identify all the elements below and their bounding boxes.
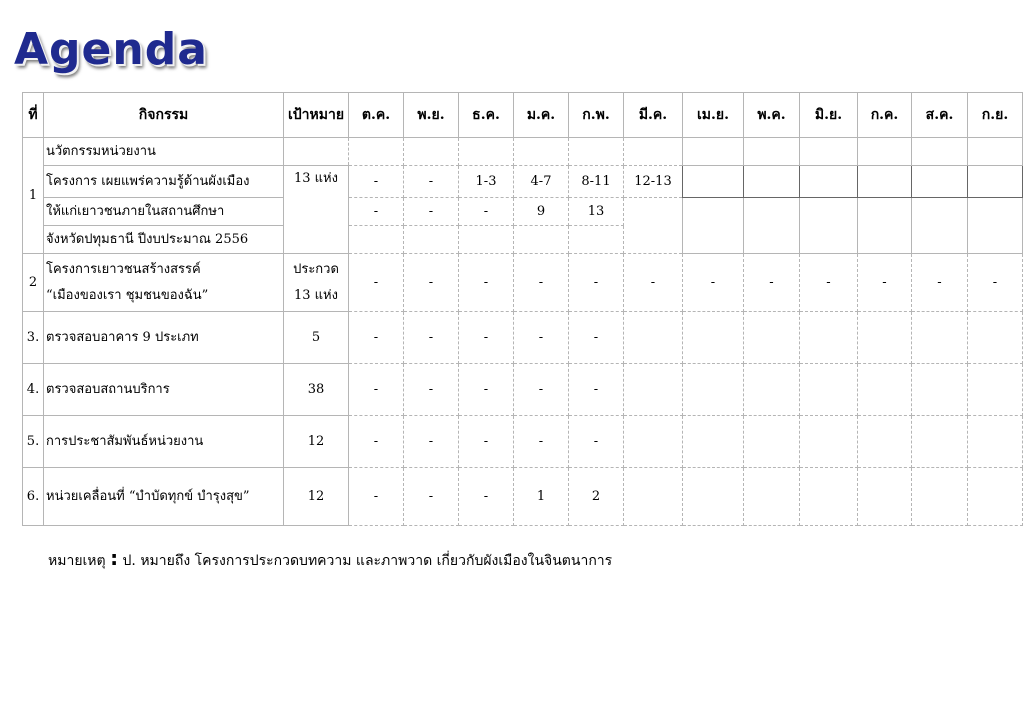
month-value: - <box>404 198 459 226</box>
row-number: 2 <box>23 254 44 312</box>
header-month: ก.พ. <box>569 93 624 138</box>
row-number: 6. <box>23 468 44 526</box>
month-value: - <box>349 416 404 468</box>
month-value: - <box>349 468 404 526</box>
month-value: - <box>459 468 514 526</box>
month-value: - <box>349 254 404 312</box>
page-title: Agenda <box>14 24 208 75</box>
activity-cell: ตรวจสอบอาคาร 9 ประเภท <box>44 312 284 364</box>
table-row <box>23 254 1023 312</box>
month-value: - <box>744 254 800 312</box>
month-value: - <box>514 312 569 364</box>
table-row <box>23 198 1023 226</box>
month-value: - <box>404 312 459 364</box>
month-value: - <box>569 254 624 312</box>
table-row <box>23 138 1023 166</box>
activity-cell: นวัตกรรมหน่วยงาน <box>44 138 284 166</box>
row-number: 1 <box>23 138 44 254</box>
target-cell: 12 <box>284 468 349 526</box>
row-number: 4. <box>23 364 44 416</box>
month-value: - <box>404 254 459 312</box>
header-month: มี.ค. <box>624 93 683 138</box>
month-value: 12-13 <box>624 166 683 198</box>
header-month: มิ.ย. <box>800 93 858 138</box>
month-value: - <box>459 364 514 416</box>
month-value: - <box>800 254 858 312</box>
activity-cell <box>44 254 284 312</box>
header-activity: กิจกรรม <box>44 93 284 138</box>
month-value: - <box>968 254 1023 312</box>
month-value: 13 <box>569 198 624 226</box>
target-cell <box>284 254 349 312</box>
month-value: - <box>514 254 569 312</box>
month-value: - <box>683 254 744 312</box>
header-month: ก.ค. <box>858 93 912 138</box>
month-value: - <box>349 312 404 364</box>
month-value: 9 <box>514 198 569 226</box>
activity-cell: ให้แก่เยาวชนภายในสถานศึกษา <box>44 198 284 226</box>
month-value: 1-3 <box>459 166 514 198</box>
month-value: - <box>349 198 404 226</box>
month-value: - <box>404 416 459 468</box>
footnote <box>48 546 612 572</box>
target-line: 13 แห่ง <box>294 287 338 303</box>
activity-cell: โครงการ เผยแพร่ความรู้ด้านผังเมือง <box>44 166 284 198</box>
activity-line: “เมืองของเรา ชุมชนของฉัน” <box>46 287 209 303</box>
month-value: - <box>404 166 459 198</box>
target-line: ประกวด <box>293 261 339 277</box>
table-row <box>23 468 1023 526</box>
footnote-colon: : <box>110 546 119 570</box>
row-number: 5. <box>23 416 44 468</box>
header-month: เม.ย. <box>683 93 744 138</box>
target-cell: 38 <box>284 364 349 416</box>
month-value: - <box>459 416 514 468</box>
header-no: ที่ <box>23 93 44 138</box>
month-value: - <box>459 254 514 312</box>
target-cell: 5 <box>284 312 349 364</box>
table-row <box>23 166 1023 198</box>
table-row <box>23 312 1023 364</box>
header-month: ก.ย. <box>968 93 1023 138</box>
header-month: พ.ย. <box>404 93 459 138</box>
activity-cell: หน่วยเคลื่อนที่ “บำบัดทุกข์ บำรุงสุข” <box>44 468 284 526</box>
month-value: - <box>569 364 624 416</box>
activity-cell: การประชาสัมพันธ์หน่วยงาน <box>44 416 284 468</box>
month-value: 2 <box>569 468 624 526</box>
activity-line: โครงการเยาวชนสร้างสรรค์ <box>46 261 201 277</box>
header-month: พ.ค. <box>744 93 800 138</box>
month-value: - <box>349 166 404 198</box>
row-number: 3. <box>23 312 44 364</box>
footnote-label: หมายเหตุ <box>48 553 111 569</box>
agenda-table <box>22 92 1023 526</box>
header-month: ส.ค. <box>912 93 968 138</box>
header-target: เป้าหมาย <box>284 93 349 138</box>
month-value: - <box>624 254 683 312</box>
header-month: ม.ค. <box>514 93 569 138</box>
footnote-text: ป. หมายถึง โครงการประกวดบทความ และภาพวาด เกี่ยวกับผังเมืองในจินตนาการ <box>118 553 613 569</box>
month-value: 4-7 <box>514 166 569 198</box>
header-row <box>23 93 1023 138</box>
month-value: - <box>349 364 404 416</box>
target-cell: 12 <box>284 416 349 468</box>
table-row <box>23 416 1023 468</box>
month-value: 8-11 <box>569 166 624 198</box>
month-value: - <box>459 312 514 364</box>
activity-cell: ตรวจสอบสถานบริการ <box>44 364 284 416</box>
month-value: - <box>569 416 624 468</box>
month-value: - <box>459 198 514 226</box>
month-value: - <box>569 312 624 364</box>
activity-cell: จังหวัดปทุมธานี ปีงบประมาณ 2556 <box>44 226 284 254</box>
header-month: ธ.ค. <box>459 93 514 138</box>
target-cell: 13 แห่ง <box>284 166 349 254</box>
month-value: - <box>404 468 459 526</box>
month-value: - <box>404 364 459 416</box>
month-value: - <box>514 364 569 416</box>
header-month: ต.ค. <box>349 93 404 138</box>
month-value: - <box>514 416 569 468</box>
month-value: 1 <box>514 468 569 526</box>
month-value: - <box>912 254 968 312</box>
month-value: - <box>858 254 912 312</box>
table-row <box>23 364 1023 416</box>
